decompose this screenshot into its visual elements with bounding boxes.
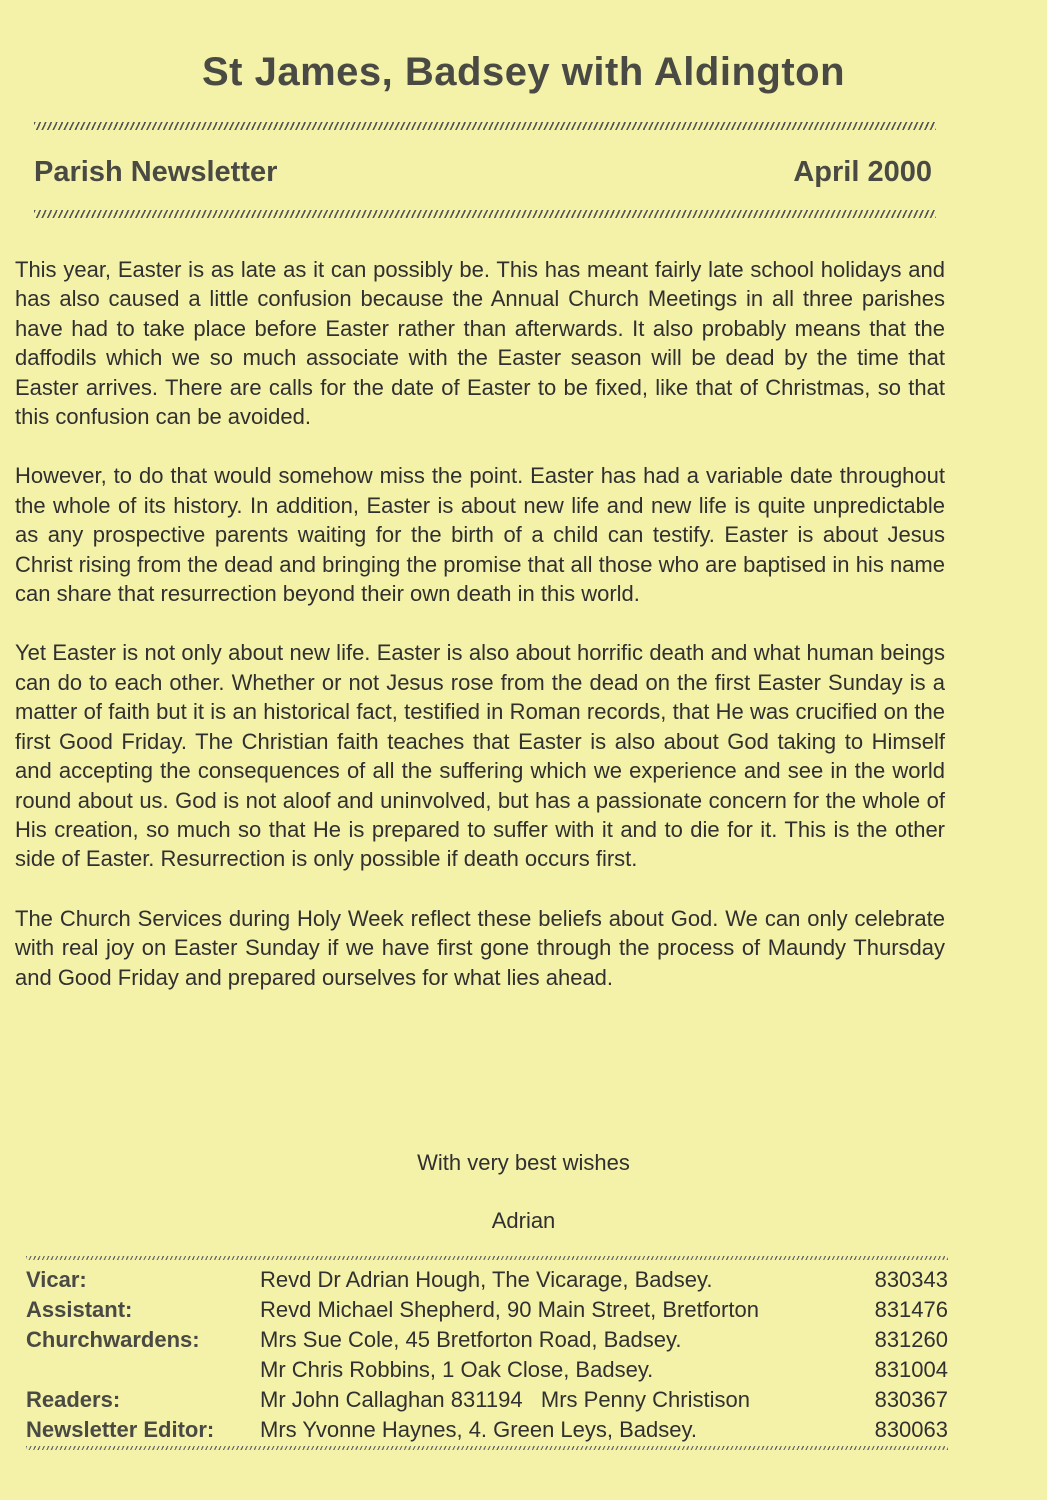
contact-role: Vicar: — [26, 1267, 87, 1292]
contact-phone: 831004 — [874, 1357, 948, 1382]
contact-details: Revd Michael Shepherd, 90 Main Street, Bretforton — [260, 1297, 759, 1322]
hatch-divider-bottom — [34, 210, 936, 218]
letter-paragraph: The Church Services during Holy Week reflect these beliefs about God. We can only celebrate with real joy on Easter Sunday if we have first gone through the process of Maundy Thursday and Good Friday and prepared ourselves for what lies ahead. — [15, 905, 945, 990]
contact-role: Churchwardens: — [26, 1327, 200, 1352]
letter-closing: With very best wishes — [417, 1150, 630, 1175]
contact-details: Mr John Callaghan 831194 Mrs Penny Christison — [260, 1387, 750, 1412]
letter-paragraph: Yet Easter is not only about new life. Easter is also about horrific death and what human beings can do to each other. Whether or not Jesus rose from the dead on the first Easter Sunday is a matter of faith but it is an historical fact, testified in Roman records, that He was crucified on the first Good Friday. The Christian faith teaches that Easter is also about God taking to Himself and accepting the consequences of all the suffering which we experience and see in the world round about us. God is not aloof and uninvolved, but has a passionate concern for the whole of His creation, so much so that He is prepared to suffer with it and to die for it. This is the other side of Easter. Resurrection is only possible if death occurs first. — [15, 640, 945, 872]
contact-details: Mrs Sue Cole, 45 Bretforton Road, Badsey. — [260, 1327, 682, 1352]
letter-paragraph: However, to do that would somehow miss the point. Easter has had a variable date throughout the whole of its history. In addition, Easter is about new life and new life is quite unpredictable as any prospective parents waiting for the birth of a child can testify. Easter is about Jesus Christ rising from the dead and bringing the promise that all those who are baptised in his name can share that resurrection beyond their own death in this world. — [15, 463, 945, 607]
hatch-divider-top — [34, 122, 936, 130]
contact-row — [26, 1385, 948, 1415]
contact-phone: 831476 — [874, 1297, 948, 1322]
contact-phone: 830367 — [874, 1387, 948, 1412]
contact-phone: 831260 — [874, 1327, 948, 1352]
contact-details: Mr Chris Robbins, 1 Oak Close, Badsey. — [260, 1357, 654, 1382]
contacts-divider-top — [26, 1256, 948, 1260]
letter-body — [15, 255, 945, 1022]
contact-phone: 830063 — [874, 1417, 948, 1442]
newsletter-subtitle: Parish Newsletter — [34, 156, 278, 188]
contact-row — [26, 1325, 948, 1355]
letter-paragraph: This year, Easter is as late as it can possibly be. This has meant fairly late school holidays and has also caused a little confusion because the Annual Church Meetings in all three parishes have had to take place before Easter rather than afterwards. It also probably means that the daffodils which we so much associate with the Easter season will be dead by the time that Easter arrives. There are calls for the date of Easter to be fixed, like that of Christmas, so that this confusion can be avoided. — [15, 257, 945, 430]
contact-details: Mrs Yvonne Haynes, 4. Green Leys, Badsey. — [260, 1417, 697, 1442]
contact-role — [26, 1355, 260, 1385]
contact-row — [26, 1355, 948, 1385]
contacts-table — [26, 1265, 948, 1445]
newsletter-subheader — [34, 156, 932, 189]
contact-role: Newsletter Editor: — [26, 1417, 215, 1442]
newsletter-title: St James, Badsey with Aldington — [201, 50, 846, 94]
contact-phone: 830343 — [874, 1267, 948, 1292]
letter-signature: Adrian — [491, 1208, 556, 1233]
contact-row — [26, 1415, 948, 1445]
contact-role: Readers: — [26, 1387, 121, 1412]
contact-row — [26, 1295, 948, 1325]
contact-row — [26, 1265, 948, 1295]
newsletter-date: April 2000 — [793, 156, 932, 188]
contact-role: Assistant: — [26, 1297, 133, 1322]
contacts-divider-bottom — [26, 1446, 948, 1450]
contact-details: Revd Dr Adrian Hough, The Vicarage, Badsey. — [260, 1267, 713, 1292]
